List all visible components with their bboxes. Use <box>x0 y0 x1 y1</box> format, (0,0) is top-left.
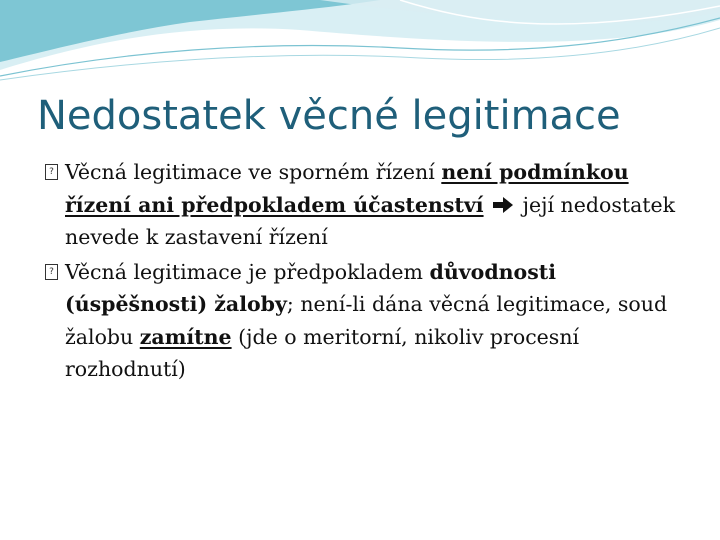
bullet-marker-icon: ? <box>45 264 58 280</box>
bullet-1-text-1: Věcná legitimace ve sporném řízení <box>65 160 442 184</box>
bullet-1-emphasis: není podmínkou řízení ani předpokladem účastenství <box>65 160 629 217</box>
bullet-1-text-2: její nedostatek nevede k zastavení řízení <box>65 192 676 249</box>
right-arrow-icon <box>492 196 514 214</box>
bullet-2-text-2: ; není-li dána věcná legitimace, soud žalobu <box>65 292 668 349</box>
bullet-2-text-3: (jde o meritorní, nikoliv procesní rozhodnutí) <box>65 324 580 381</box>
bullet-2-text-1: Věcná legitimace je předpokladem <box>65 259 430 284</box>
bullet-2-zamitne: zamítne <box>139 324 232 349</box>
bullet-item-1 <box>45 156 695 254</box>
slide-content <box>45 156 695 388</box>
slide-title: Nedostatek věcné legitimace <box>37 93 621 139</box>
bullet-2-emphasis: důvodnosti (úspěšnosti) žaloby <box>65 259 557 316</box>
header-wave-decoration <box>0 0 720 85</box>
bullet-item-2 <box>45 256 695 386</box>
bullet-marker-icon: ? <box>45 164 58 180</box>
